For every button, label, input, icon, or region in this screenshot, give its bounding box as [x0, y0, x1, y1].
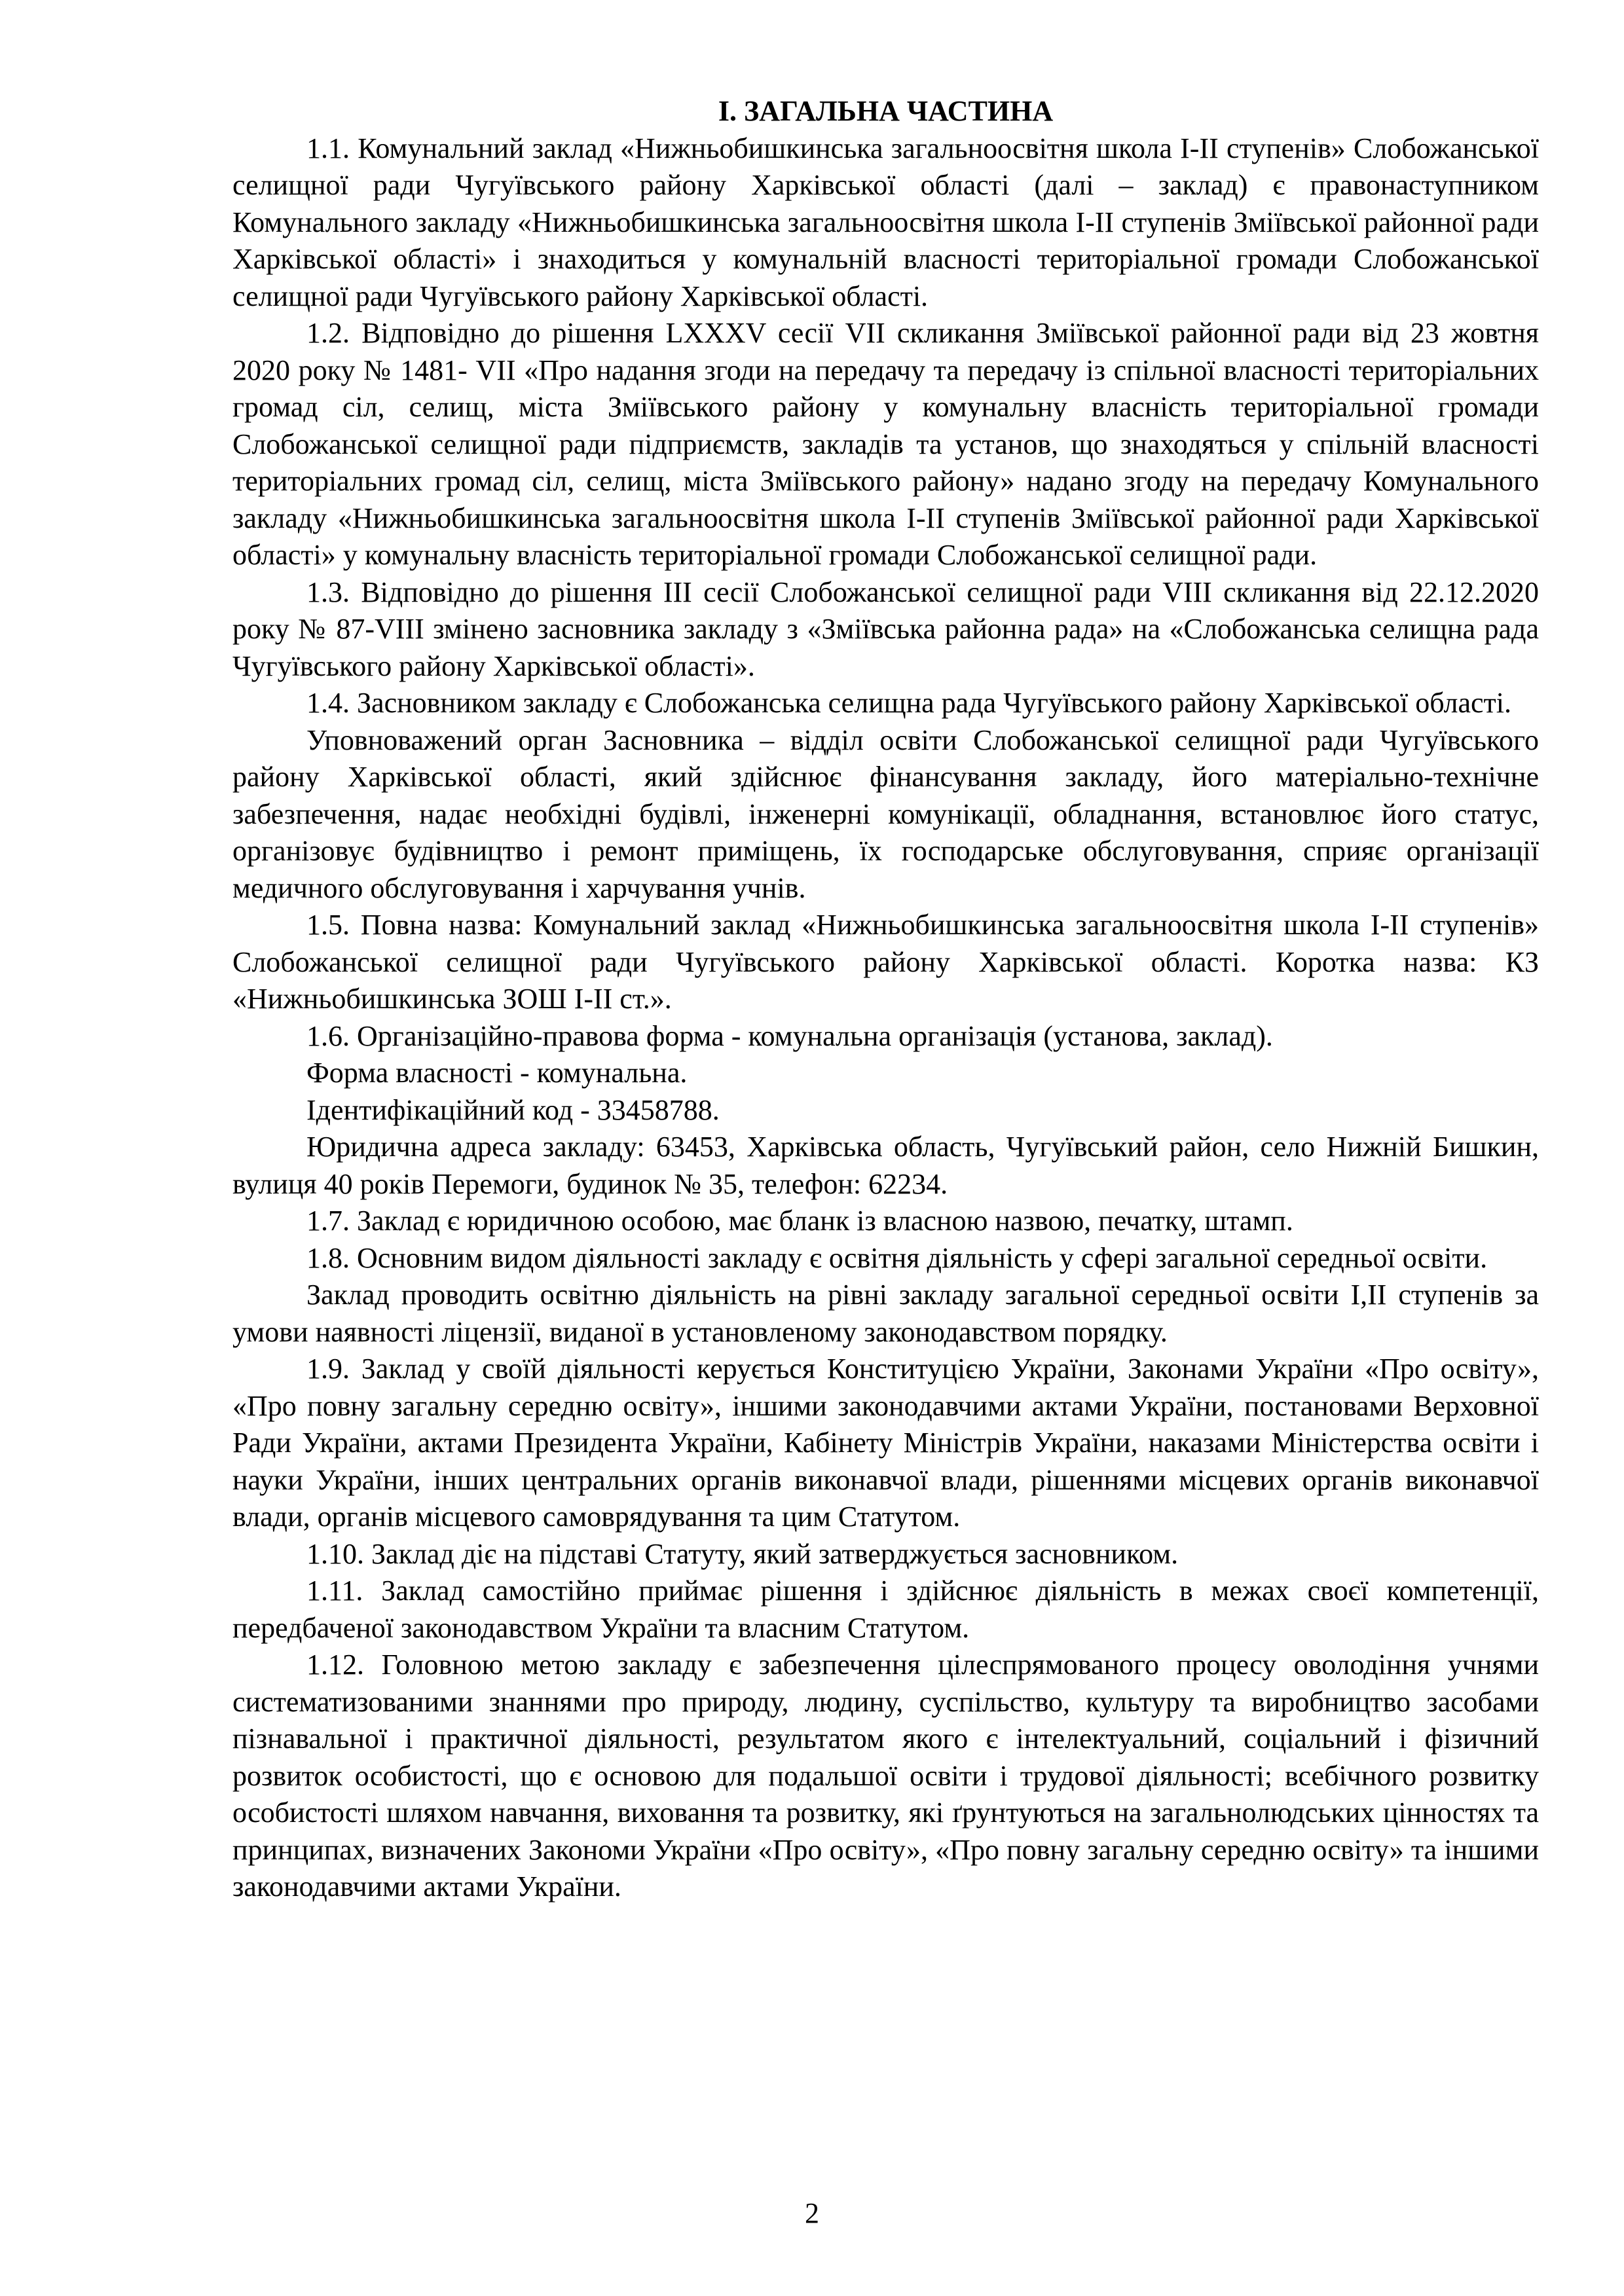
paragraph-1-4: 1.4. Засновником закладу є Слобожанська селищна рада Чугуївського району Харківської області. [306, 687, 1511, 719]
section-title: I. ЗАГАЛЬНА ЧАСТИНА [718, 95, 1054, 127]
paragraph-1-9: 1.9. Заклад у своїй діяльності керується Конституцією України, Законами України «Про освіту», «Про повну загальну середню освіту», іншими законодавчими актами України, постановами Верховної Ради України, актами Президента України, Кабінету Міністрів України, наказами Міністерства освіти і науки України, інших центральних органів виконавчої влади, рішеннями місцевих органів виконавчої влади, органів місцевого самоврядування та цим Статутом. [232, 1353, 1539, 1533]
page-number: 2 [805, 2197, 819, 2229]
paragraph-1-2: 1.2. Відповідно до рішення LXXXV сесії VІІ скликання Зміївської районної ради від 23 жовтня 2020 року № 1481- VІІ «Про надання згоди на передачу та передачу із спільної власності територіальних громад сіл, селищ, міста Зміївського району у комунальну власність територіальної громади Слобожанської селищної ради підприємств, закладів та установ, що знаходяться у спільній власності територіальних громад сіл, селищ, міста Зміївського району» надано згоду на передачу Комунального закладу «Нижньобишкинська загальноосвітня школа І-ІІ ступенів Зміївської районної ради Харківської області» у комунальну власність територіальної громади Слобожанської селищної ради. [232, 317, 1539, 571]
paragraph-1-1: 1.1. Комунальний заклад «Нижньобишкинська загальноосвітня школа І-ІІ ступенів» Слобожанської селищної ради Чугуївського району Харківської області (далі – заклад) є правонаступником Комунального закладу «Нижньобишкинська загальноосвітня школа І-ІІ ступенів Зміївської районної ради Харківської області» і знаходиться у комунальній власності територіальної громади Слобожанської селищної ради Чугуївського району Харківської області. [232, 132, 1539, 312]
paragraph-1-11: 1.11. Заклад самостійно приймає рішення і здійснює діяльність в межах своєї компетенції, передбаченої законодавством України та власним Статутом. [232, 1575, 1539, 1644]
paragraph-ownership-form: Форма власності - комунальна. [306, 1057, 688, 1089]
document-page [232, 93, 1539, 2253]
paragraph-identification-code: Ідентифікаційний код - 33458788. [306, 1093, 720, 1126]
paragraph-1-3: 1.3. Відповідно до рішення ІІІ сесії Слобожанської селищної ради VІІІ скликання від 22.12.2020 року № 87-VIII змінено засновника закладу з «Зміївська районна рада» на «Слобожанська селищна рада Чугуївського району Харківської області». [232, 575, 1539, 682]
paragraph-1-5: 1.5. Повна назва: Комунальний заклад «Нижньобишкинська загальноосвітня школа І-ІІ ступенів» Слобожанської селищної ради Чугуївського району Харківської області. Коротка назва: КЗ «Нижньобишкинська ЗОШ І-ІІ ст.». [232, 909, 1539, 1015]
paragraph-1-7: 1.7. Заклад є юридичною особою, має бланк із власною назвою, печатку, штамп. [306, 1205, 1293, 1237]
paragraph-license: Заклад проводить освітню діяльність на рівні закладу загальної середньої освіти І,ІІ ступенів за умови наявності ліцензії, виданої в установленому законодавством порядку. [232, 1279, 1539, 1348]
paragraph-authorized-body: Уповноважений орган Засновника – відділ освіти Слобожанської селищної ради Чугуївського району Харківської області, який здійснює фінансування закладу, його матеріально-технічне забезпечення, надає необхідні будівлі, інженерні комунікації, обладнання, встановлює його статус, організовує будівництво і ремонт приміщень, їх господарське обслуговування, сприяє організації медичного обслуговування і харчування учнів. [232, 723, 1539, 904]
paragraph-1-10: 1.10. Заклад діє на підставі Статуту, який затверджується засновником. [306, 1537, 1179, 1570]
paragraph-1-6: 1.6. Організаційно-правова форма - комунальна організація (установа, заклад). [306, 1019, 1273, 1052]
paragraph-1-12: 1.12. Головною метою закладу є забезпечення цілеспрямованого процесу оволодіння учнями систематизованими знаннями про природу, людину, суспільство, культуру та виробництво засобами пізнавальної і практичної діяльності, результатом якого є інтелектуальний, соціальний і фізичний розвиток особистості, що є основою для подальшої освіти і трудової діяльності; всебічного розвитку особистості шляхом навчання, виховання та розвитку, які ґрунтуються на загальнолюдських цінностях та принципах, визначених Закономи України «Про освіту», «Про повну загальну середню освіту» та іншими законодавчими актами України. [232, 1649, 1539, 1903]
paragraph-1-8: 1.8. Основним видом діяльності закладу є освітня діяльність у сфері загальної середньої освіти. [306, 1241, 1488, 1274]
paragraph-legal-address: Юридична адреса закладу: 63453, Харківська область, Чугуївський район, село Нижній Бишкин, вулиця 40 років Перемоги, будинок № 35, телефон: 62234. [232, 1131, 1539, 1200]
